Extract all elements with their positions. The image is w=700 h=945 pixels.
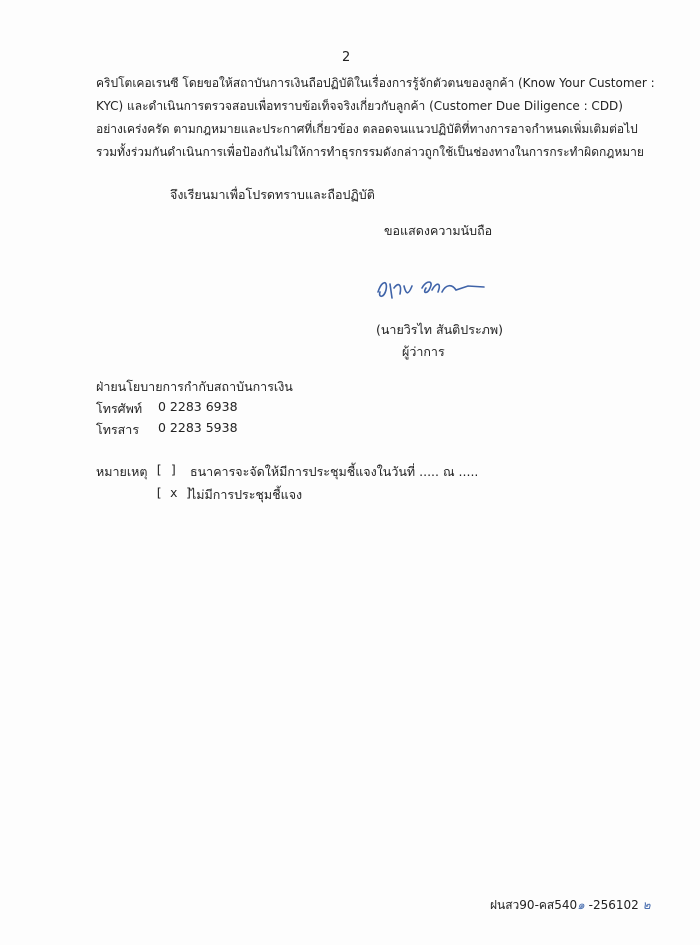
document-reference-handwritten-1: ๑	[577, 898, 585, 912]
signatory-title: ผู้ว่าการ	[402, 344, 445, 359]
phone-number: 0 2283 6938	[158, 399, 238, 414]
note-label: หมายเหตุ	[96, 464, 148, 479]
note-option-2-text: ไม่มีการประชุมชี้แจง	[190, 487, 303, 502]
body-line: อย่างเคร่งครัด ตามกฎหมายและประกาศที่เกี่ยวข้อง ตลอดจนแนวปฏิบัติที่ทางการอาจกำหนดเพิ่มเติมต่อไป	[96, 122, 638, 136]
note-option-1-text: ธนาคารจะจัดให้มีการประชุมชี้แจงในวันที่ ..... ณ .....	[190, 464, 479, 479]
closing-salutation: ขอแสดงความนับถือ	[384, 223, 493, 238]
body-line: KYC) และดำเนินการตรวจสอบเพื่อทราบข้อเท็จจริงเกี่ยวกับลูกค้า (Customer Due Diligence : CDD)	[96, 99, 623, 113]
signature-image	[372, 272, 512, 308]
document-reference-tail: -256102	[588, 898, 639, 912]
body-line: คริปโตเคอเรนซี โดยขอให้สถาบันการเงินถือปฏิบัติในเรื่องการรู้จักตัวตนของลูกค้า (Know Your Customer :	[96, 76, 655, 90]
document-reference-handwritten-2: ๒	[642, 898, 651, 912]
body-paragraph	[96, 72, 655, 164]
page-number: 2	[342, 50, 351, 65]
request-line: จึงเรียนมาเพื่อโปรดทราบและถือปฏิบัติ	[170, 187, 375, 202]
document-reference	[490, 896, 651, 915]
department-name: ฝ่ายนโยบายการกำกับสถาบันการเงิน	[96, 379, 293, 394]
note-option-2-checkbox: [ x ]	[155, 485, 193, 500]
fax-label: โทรสาร	[96, 422, 140, 437]
signatory-name: (นายวิรไท สันติประภพ)	[376, 322, 504, 337]
phone-label: โทรศัพท์	[96, 401, 143, 416]
document-reference-code: ฝนสว90-คส540	[490, 898, 578, 912]
note-option-1-checkbox: [ ]	[155, 462, 178, 477]
body-line: รวมทั้งร่วมกันดำเนินการเพื่อป้องกันไม่ให้การทำธุรกรรมดังกล่าวถูกใช้เป็นช่องทางในการกระทำผิดกฎหมาย	[96, 145, 644, 159]
fax-number: 0 2283 5938	[158, 420, 238, 435]
